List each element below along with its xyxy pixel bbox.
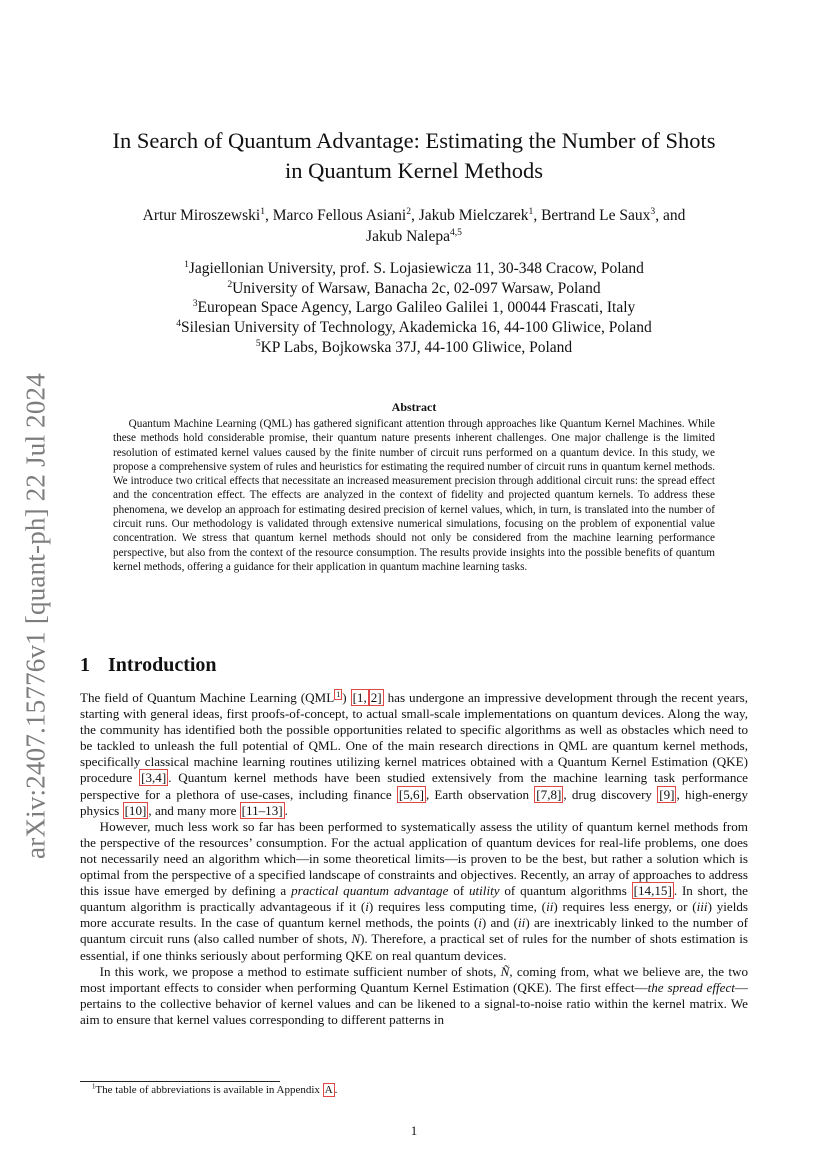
author-name: Bertrand Le Saux — [541, 207, 651, 224]
author-line: Artur Miroszewski$^1$, Marco Fellous Asiani$^2$, Jakub Mielczarek$^1$, Bertrand Le Saux$^3$, and — [142, 205, 686, 224]
text-run: ) yields more accurate results. In the case of quantum kernel methods, the points ( — [80, 899, 749, 931]
italic-run: ii — [518, 915, 526, 931]
text-run: . Quantum kernel methods have been studied extensively from the machine learning task performance perspective for a plethora of use-cases, including finance — [80, 770, 748, 802]
citation-link[interactable]: [7,8] — [536, 786, 562, 802]
appendix-link[interactable]: A — [324, 1084, 333, 1096]
italic-run: utility — [468, 883, 500, 899]
footnote-link[interactable]: 1 — [336, 689, 341, 699]
abstract-body: Quantum Machine Learning (QML) has gathered significant attention through approaches like Quantum Kernel Machines. While these methods hold considerable promise, their quantum nature presents inherent challenges. One major challenge is the limited resolution of estimated kernel values caused by the finite number of circuit runs performed on a quantum device. In this study, we propose a comprehensive system of rules and heuristics for estimating the required number of circuit runs in quantum kernel methods. We introduce two critical effects that necessitate an increased measurement precision through additional circuit runs: the spread effect and the concentration effect. The effects are analyzed in the context of fidelity and projected quantum kernels. To address these phenomena, we develop an approach for estimating desired precision of kernel values, which, in turn, is translated into the number of circuit runs. Our methodology is validated through extensive numerical simulations, focusing on the problem of exponential value concentration. We stress that quantum kernel methods should not only be considered from the machine learning performance perspective, but also from the context of the resource consumption. The results provide insights into the possible benefits of quantum kernel methods, offering a guidance for their application in quantum machine learning tasks. — [113, 418, 715, 573]
author-affiliation-mark: 1 — [528, 205, 534, 217]
arxiv-identifier-stamp — [14, 364, 58, 868]
citation-link[interactable]: [3,4] — [141, 770, 167, 786]
author-line — [80, 226, 748, 247]
text-run: , Earth observation — [425, 786, 535, 802]
italic-run: i — [478, 915, 482, 931]
affiliation: $^4$Silesian University of Technology, Akademicka 16, 44-100 Gliwice, Poland — [176, 317, 652, 337]
author-affiliation-mark: 4,5 — [449, 226, 462, 238]
author-list — [80, 205, 748, 247]
text-run: ). Therefore, a practical set of rules for the number of shots estimation is essential, if one thinks seriously about performing QKE on real quantum devices. — [80, 931, 748, 963]
title-line: In Search of Quantum Advantage: Estimating the Number of Shots — [112, 128, 716, 153]
italic-run: i — [365, 899, 369, 915]
affiliation-list — [80, 259, 748, 358]
text-run: The field of Quantum Machine Learning (QML — [80, 690, 335, 705]
author-name: Artur Miroszewski — [142, 207, 261, 224]
italic-run: ii — [546, 899, 554, 915]
text-run: —pertains to the collective behavior of kernel values and can be likened to a signal-to-noise ratio within the kernel matrix. We aim to ensure that kernel values corresponding to different patterns in — [80, 979, 748, 1027]
affiliation: $^5$KP Labs, Bojkowska 37J, 44-100 Gliwice, Poland — [255, 337, 573, 356]
author-and: and — [662, 207, 686, 224]
arxiv-identifier-text: arXiv:2407.15776v1 [quant-ph] 22 Jul 2024 — [20, 373, 51, 859]
body-paragraph — [80, 690, 748, 819]
citation-link[interactable]: [10] — [124, 802, 147, 818]
citation-link[interactable]: [14,15] — [633, 883, 672, 899]
author-affiliation-mark: 3 — [650, 205, 656, 217]
author-name: Jakub Nalepa — [366, 228, 450, 245]
italic-run: iii — [696, 899, 708, 915]
italic-run: Ñ — [500, 963, 510, 979]
author-affiliation-mark: 2 — [406, 205, 412, 217]
text-run: ) requires less computing time, ( — [368, 899, 547, 915]
text-run: , and many more — [148, 802, 240, 818]
italic-run: N — [351, 931, 361, 947]
paper-title — [80, 126, 748, 186]
body-paragraph — [80, 819, 748, 964]
affiliation: $^3$European Space Agency, Largo Galileo Galilei 1, 00044 Frascati, Italy — [192, 298, 636, 317]
footnote: $^1$The table of abbreviations is available in Appendix A . — [92, 1083, 338, 1096]
section-heading — [80, 654, 217, 677]
title-line: in Quantum Kernel Methods — [284, 158, 544, 183]
citation-link[interactable]: [11–13] — [241, 802, 283, 818]
author-name: Jakub Mielczarek — [418, 207, 529, 224]
text-run: of — [448, 883, 469, 899]
citation-link[interactable]: [1, — [352, 690, 367, 705]
affiliation: $^2$University of Warsaw, Banacha 2c, 02-097 Warsaw, Poland — [227, 278, 601, 297]
text-run: has undergone an impressive development through the recent years, starting with general ideas, first proofs-of-concept, to actual small-scale implementations on quantum devices. Along the way, the community has identified both the possible opportunities related to specific algorithms as well as obstacles which need to be tackled to unleash the full potential of QML. One of the main research directions in QML are quantum kernel methods, specifically classical machine learning routines utilizing kernel matrices obtained with a Quantum Kernel Estimation (QKE) procedure — [80, 690, 748, 786]
author-name: Marco Fellous Asiani — [272, 207, 407, 224]
italic-run: the spread effect — [647, 979, 735, 995]
abstract-heading: Abstract — [391, 400, 437, 414]
text-run: ) and ( — [481, 915, 519, 931]
body-paragraph — [80, 964, 748, 1028]
citation-link[interactable]: [9] — [659, 786, 675, 802]
text-run: ) — [342, 690, 351, 705]
text-run: , coming from, what we believe are, the two most important effects to consider when performing Quantum Kernel Estimation (QKE). The first effect— — [80, 963, 748, 995]
text-run: In this work, we propose a method to estimate sufficient number of shots, — [99, 963, 501, 979]
affiliation: $^1$Jagiellonian University, prof. S. Lojasiewicza 11, 30-348 Cracow, Poland — [184, 258, 644, 277]
text-run: , high-energy physics — [80, 786, 748, 818]
footnote-rule — [80, 1081, 280, 1082]
text-run: However, much less work so far has been performed to systematically assess the utility of quantum kernel methods from the perspective of the resources’ consumption. For the actual application of quantum devices for real-life problems, one does not necessarily need an algorithm which—in some theoretical limits—is proven to be the best, but rather a solution which is optimal from the perspective of a specified landscape of constraints and objectives. Recently, an array of approaches to address this issue have emerged by defining a — [80, 818, 748, 899]
text-run: ) requires less energy, or ( — [553, 899, 697, 915]
text-run: , drug discovery — [563, 786, 658, 802]
citation-link[interactable]: 2] — [370, 690, 382, 705]
page-number: 1 — [410, 1123, 418, 1138]
text-run: ) are inextricably linked to the number of quantum circuit runs (also called number of shots, — [80, 915, 748, 947]
text-run: of quantum algorithms — [499, 883, 632, 899]
text-run: . In short, the quantum algorithm is practically advantageous if it ( — [80, 883, 748, 915]
text-run: . — [284, 802, 288, 818]
introduction-body — [80, 690, 748, 1028]
section-number: 1 — [80, 654, 90, 676]
citation-link[interactable]: [5,6] — [398, 786, 424, 802]
section-title: Introduction — [108, 654, 217, 676]
footnote-mark: 1 — [92, 1083, 96, 1091]
author-affiliation-mark: 1 — [260, 205, 265, 217]
italic-run: practical quantum advantage — [291, 883, 449, 899]
